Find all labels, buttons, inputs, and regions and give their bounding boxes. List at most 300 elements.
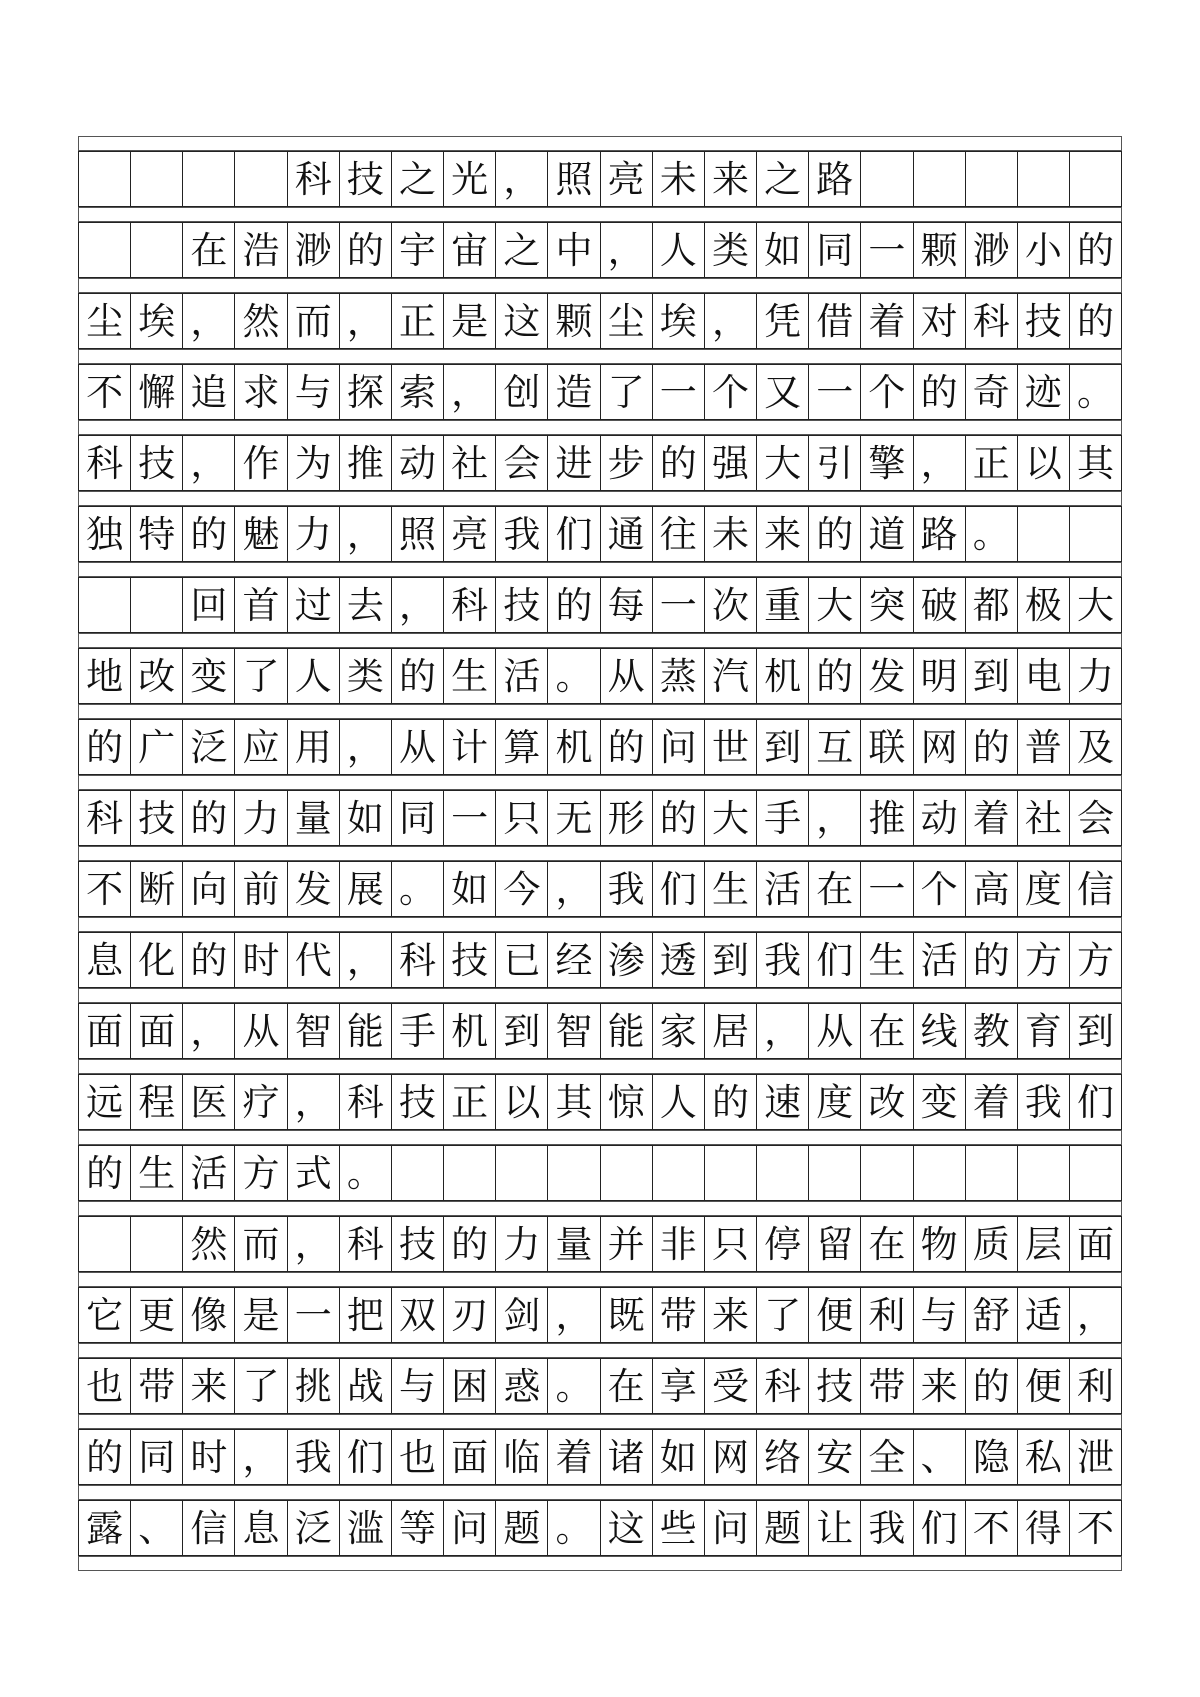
text-row — [78, 1074, 1122, 1130]
grid-cell: 带 — [653, 1287, 705, 1343]
grid-cell: 的 — [966, 719, 1018, 775]
grid-cell: 凭 — [757, 293, 809, 349]
grid-cell: 技 — [392, 1074, 444, 1130]
grid-cell: 了 — [601, 364, 653, 420]
grid-cell — [601, 1145, 653, 1201]
grid-cell: 如 — [653, 1429, 705, 1485]
grid-cell: 类 — [705, 222, 757, 278]
text-row — [78, 1287, 1122, 1343]
grid-cell: ， — [444, 364, 496, 420]
grid-cell: 应 — [235, 719, 287, 775]
grid-cell: 些 — [653, 1500, 705, 1556]
row-gap — [78, 207, 1122, 222]
grid-cell — [757, 1145, 809, 1201]
row-gap — [78, 420, 1122, 435]
text-row — [78, 1500, 1122, 1556]
row-gap — [78, 917, 1122, 932]
grid-cell: 每 — [601, 577, 653, 633]
grid-cell: 来 — [183, 1358, 235, 1414]
grid-cell: 更 — [131, 1287, 183, 1343]
grid-cell: 双 — [392, 1287, 444, 1343]
grid-cell: 人 — [653, 1074, 705, 1130]
grid-cell: 来 — [705, 1287, 757, 1343]
grid-cell: 便 — [1018, 1358, 1070, 1414]
grid-cell: 创 — [496, 364, 548, 420]
grid-cell: 通 — [601, 506, 653, 562]
grid-cell: 社 — [444, 435, 496, 491]
grid-cell: 技 — [496, 577, 548, 633]
grid-cell: 网 — [914, 719, 966, 775]
grid-cell — [444, 1145, 496, 1201]
grid-cell: 探 — [340, 364, 392, 420]
grid-cell: 它 — [79, 1287, 131, 1343]
grid-cell — [392, 1145, 444, 1201]
grid-cell: 的 — [653, 790, 705, 846]
row-gap — [78, 1272, 1122, 1287]
grid-cell: 向 — [183, 861, 235, 917]
grid-cell: 活 — [757, 861, 809, 917]
grid-cell: 同 — [392, 790, 444, 846]
grid-cell: 私 — [1018, 1429, 1070, 1485]
grid-cell: 未 — [705, 506, 757, 562]
grid-cell: 广 — [131, 719, 183, 775]
grid-cell: 地 — [79, 648, 131, 704]
grid-cell: 断 — [131, 861, 183, 917]
grid-cell: 力 — [1070, 648, 1122, 704]
grid-cell: 着 — [861, 293, 913, 349]
grid-cell: 迹 — [1018, 364, 1070, 420]
grid-cell: 路 — [914, 506, 966, 562]
grid-cell: 网 — [705, 1429, 757, 1485]
grid-cell: 。 — [548, 1500, 600, 1556]
grid-cell: 们 — [914, 1500, 966, 1556]
grid-cell: 尘 — [601, 293, 653, 349]
grid-cell: 改 — [861, 1074, 913, 1130]
row-gap — [78, 278, 1122, 293]
text-row — [78, 1216, 1122, 1272]
grid-cell: 往 — [653, 506, 705, 562]
grid-cell: 懈 — [131, 364, 183, 420]
grid-cell: 以 — [1018, 435, 1070, 491]
grid-cell: 带 — [861, 1358, 913, 1414]
grid-cell: 等 — [392, 1500, 444, 1556]
grid-cell: 惑 — [496, 1358, 548, 1414]
grid-cell: 技 — [392, 1216, 444, 1272]
grid-cell: ， — [392, 577, 444, 633]
grid-cell: 面 — [444, 1429, 496, 1485]
grid-cell: 速 — [757, 1074, 809, 1130]
grid-cell: ， — [183, 435, 235, 491]
grid-cell: 是 — [235, 1287, 287, 1343]
row-gap — [78, 136, 1122, 151]
grid-cell: 的 — [914, 364, 966, 420]
grid-cell: 大 — [809, 577, 861, 633]
grid-cell: 借 — [809, 293, 861, 349]
grid-cell: 在 — [861, 1216, 913, 1272]
grid-cell: 重 — [757, 577, 809, 633]
row-gap — [78, 349, 1122, 364]
grid-cell: 式 — [288, 1145, 340, 1201]
grid-cell: 问 — [444, 1500, 496, 1556]
grid-cell: 强 — [705, 435, 757, 491]
grid-cell: 人 — [288, 648, 340, 704]
grid-cell: 变 — [914, 1074, 966, 1130]
grid-cell — [131, 1216, 183, 1272]
grid-cell: 计 — [444, 719, 496, 775]
grid-cell: 方 — [235, 1145, 287, 1201]
grid-cell: 一 — [861, 861, 913, 917]
grid-cell: 技 — [809, 1358, 861, 1414]
grid-cell: 力 — [288, 506, 340, 562]
grid-cell: 人 — [653, 222, 705, 278]
grid-cell: 着 — [966, 790, 1018, 846]
grid-cell: 不 — [1070, 1500, 1122, 1556]
row-gap — [78, 1059, 1122, 1074]
text-row — [78, 1358, 1122, 1414]
grid-cell: 。 — [340, 1145, 392, 1201]
grid-cell: 科 — [966, 293, 1018, 349]
grid-cell: 舒 — [966, 1287, 1018, 1343]
grid-cell: 的 — [705, 1074, 757, 1130]
grid-cell — [79, 151, 131, 207]
text-row — [78, 435, 1122, 491]
grid-cell: 得 — [1018, 1500, 1070, 1556]
grid-cell: ， — [548, 861, 600, 917]
grid-cell: 化 — [131, 932, 183, 988]
grid-cell: 亮 — [444, 506, 496, 562]
text-row — [78, 293, 1122, 349]
grid-cell: 安 — [809, 1429, 861, 1485]
grid-cell — [914, 1145, 966, 1201]
grid-cell: 带 — [131, 1358, 183, 1414]
grid-cell: 。 — [966, 506, 1018, 562]
grid-cell: 求 — [235, 364, 287, 420]
grid-cell: 的 — [966, 932, 1018, 988]
grid-cell: 利 — [861, 1287, 913, 1343]
grid-cell: 普 — [1018, 719, 1070, 775]
grid-cell: 奇 — [966, 364, 1018, 420]
grid-cell: 如 — [444, 861, 496, 917]
grid-cell: 又 — [757, 364, 809, 420]
grid-cell: 非 — [653, 1216, 705, 1272]
grid-cell: 的 — [183, 790, 235, 846]
grid-cell: 与 — [392, 1358, 444, 1414]
grid-cell: 享 — [653, 1358, 705, 1414]
grid-cell: 们 — [340, 1429, 392, 1485]
grid-cell: 面 — [1070, 1216, 1122, 1272]
grid-cell: 与 — [914, 1287, 966, 1343]
grid-cell: 剑 — [496, 1287, 548, 1343]
grid-cell: 来 — [757, 506, 809, 562]
grid-cell: ， — [1070, 1287, 1122, 1343]
grid-cell: 推 — [340, 435, 392, 491]
grid-cell: 泛 — [183, 719, 235, 775]
grid-cell: 科 — [392, 932, 444, 988]
grid-cell: 突 — [861, 577, 913, 633]
grid-cell: 的 — [183, 506, 235, 562]
grid-cell: 方 — [1070, 932, 1122, 988]
grid-cell: 我 — [496, 506, 548, 562]
grid-cell: ， — [496, 151, 548, 207]
grid-cell: 既 — [601, 1287, 653, 1343]
grid-cell: 到 — [1070, 1003, 1122, 1059]
grid-cell: 同 — [809, 222, 861, 278]
grid-cell — [914, 151, 966, 207]
grid-cell: 发 — [288, 861, 340, 917]
grid-cell: 正 — [966, 435, 1018, 491]
grid-cell: 在 — [601, 1358, 653, 1414]
grid-cell: 展 — [340, 861, 392, 917]
grid-cell: 能 — [601, 1003, 653, 1059]
grid-cell: 的 — [653, 435, 705, 491]
grid-cell: 我 — [1018, 1074, 1070, 1130]
grid-cell: 受 — [705, 1358, 757, 1414]
grid-cell: 代 — [288, 932, 340, 988]
grid-cell: 战 — [340, 1358, 392, 1414]
grid-cell: 尘 — [79, 293, 131, 349]
grid-cell: 而 — [288, 293, 340, 349]
grid-cell: 发 — [861, 648, 913, 704]
grid-cell: 生 — [131, 1145, 183, 1201]
grid-cell: 类 — [340, 648, 392, 704]
grid-cell: 的 — [79, 719, 131, 775]
grid-cell: 机 — [757, 648, 809, 704]
grid-cell: 的 — [79, 1429, 131, 1485]
grid-cell: 技 — [1018, 293, 1070, 349]
grid-cell: 算 — [496, 719, 548, 775]
grid-cell — [966, 1145, 1018, 1201]
grid-cell: 临 — [496, 1429, 548, 1485]
grid-cell: 泛 — [288, 1500, 340, 1556]
grid-cell: ， — [809, 790, 861, 846]
grid-cell: 渺 — [966, 222, 1018, 278]
grid-cell: 远 — [79, 1074, 131, 1130]
grid-cell: 大 — [1070, 577, 1122, 633]
grid-cell: 疗 — [235, 1074, 287, 1130]
grid-cell: 我 — [288, 1429, 340, 1485]
grid-cell: 不 — [966, 1500, 1018, 1556]
writing-grid-sheet — [78, 136, 1122, 1571]
grid-cell: 不 — [79, 364, 131, 420]
grid-cell: ， — [288, 1216, 340, 1272]
grid-cell — [79, 222, 131, 278]
grid-cell: 渗 — [601, 932, 653, 988]
grid-cell: 的 — [809, 648, 861, 704]
grid-cell: 回 — [183, 577, 235, 633]
grid-cell: 的 — [966, 1358, 1018, 1414]
grid-cell: 索 — [392, 364, 444, 420]
grid-cell: 来 — [705, 151, 757, 207]
grid-cell: 宙 — [444, 222, 496, 278]
grid-cell: 科 — [79, 435, 131, 491]
grid-cell: 面 — [131, 1003, 183, 1059]
grid-cell: 的 — [183, 932, 235, 988]
grid-cell: 无 — [548, 790, 600, 846]
row-gap — [78, 1201, 1122, 1216]
grid-cell: 追 — [183, 364, 235, 420]
grid-cell: 问 — [705, 1500, 757, 1556]
grid-cell — [183, 151, 235, 207]
grid-cell: 络 — [757, 1429, 809, 1485]
grid-cell: 智 — [288, 1003, 340, 1059]
text-row — [78, 364, 1122, 420]
grid-cell: 。 — [392, 861, 444, 917]
grid-cell: 了 — [235, 1358, 287, 1414]
grid-cell: 浩 — [235, 222, 287, 278]
grid-cell: 困 — [444, 1358, 496, 1414]
grid-cell: 程 — [131, 1074, 183, 1130]
grid-cell: 如 — [757, 222, 809, 278]
grid-cell: 们 — [1070, 1074, 1122, 1130]
grid-cell: 是 — [444, 293, 496, 349]
grid-cell — [496, 1145, 548, 1201]
grid-cell: 一 — [288, 1287, 340, 1343]
grid-cell — [131, 222, 183, 278]
grid-cell: 引 — [809, 435, 861, 491]
grid-cell: 从 — [601, 648, 653, 704]
grid-cell: ， — [705, 293, 757, 349]
grid-cell: 大 — [757, 435, 809, 491]
grid-cell: 了 — [757, 1287, 809, 1343]
grid-cell: 质 — [966, 1216, 1018, 1272]
grid-cell: 的 — [340, 222, 392, 278]
grid-cell: 步 — [601, 435, 653, 491]
grid-cell: 其 — [548, 1074, 600, 1130]
grid-cell: 着 — [548, 1429, 600, 1485]
grid-cell: 到 — [757, 719, 809, 775]
grid-cell: 蒸 — [653, 648, 705, 704]
grid-cell: 颗 — [914, 222, 966, 278]
grid-cell: 了 — [235, 648, 287, 704]
grid-cell: 首 — [235, 577, 287, 633]
grid-cell: 的 — [79, 1145, 131, 1201]
grid-cell: 埃 — [653, 293, 705, 349]
grid-cell: 造 — [548, 364, 600, 420]
grid-cell: ， — [914, 435, 966, 491]
grid-cell: 医 — [183, 1074, 235, 1130]
grid-cell: 活 — [496, 648, 548, 704]
grid-cell: 家 — [653, 1003, 705, 1059]
grid-cell: 机 — [548, 719, 600, 775]
grid-cell: 智 — [548, 1003, 600, 1059]
grid-cell: 技 — [444, 932, 496, 988]
grid-cell: 科 — [757, 1358, 809, 1414]
grid-cell: 擎 — [861, 435, 913, 491]
grid-cell: 时 — [235, 932, 287, 988]
grid-cell: 今 — [496, 861, 548, 917]
text-row — [78, 1003, 1122, 1059]
grid-cell: 科 — [340, 1074, 392, 1130]
text-row — [78, 648, 1122, 704]
grid-cell: 这 — [496, 293, 548, 349]
grid-cell — [861, 1145, 913, 1201]
grid-cell: 育 — [1018, 1003, 1070, 1059]
grid-cell: 高 — [966, 861, 1018, 917]
grid-cell — [1070, 506, 1122, 562]
grid-cell: 从 — [392, 719, 444, 775]
grid-cell: 方 — [1018, 932, 1070, 988]
grid-cell: ， — [183, 1003, 235, 1059]
grid-cell: 留 — [809, 1216, 861, 1272]
grid-cell: 力 — [496, 1216, 548, 1272]
grid-cell: 世 — [705, 719, 757, 775]
grid-cell: 都 — [966, 577, 1018, 633]
grid-cell: 的 — [1070, 293, 1122, 349]
grid-cell: 也 — [392, 1429, 444, 1485]
grid-cell: 这 — [601, 1500, 653, 1556]
row-gap — [78, 704, 1122, 719]
grid-cell: 量 — [288, 790, 340, 846]
grid-cell: 电 — [1018, 648, 1070, 704]
grid-cell: ， — [601, 222, 653, 278]
grid-cell: ， — [757, 1003, 809, 1059]
grid-cell: 照 — [548, 151, 600, 207]
row-gap — [78, 1343, 1122, 1358]
grid-cell: 我 — [757, 932, 809, 988]
text-row — [78, 790, 1122, 846]
grid-cell — [131, 151, 183, 207]
grid-cell: ， — [235, 1429, 287, 1485]
grid-cell — [653, 1145, 705, 1201]
grid-cell: 的 — [392, 648, 444, 704]
grid-cell: 信 — [1070, 861, 1122, 917]
grid-cell: 改 — [131, 648, 183, 704]
text-row — [78, 861, 1122, 917]
row-gap — [78, 491, 1122, 506]
grid-cell: 挑 — [288, 1358, 340, 1414]
grid-cell: 透 — [653, 932, 705, 988]
grid-cell: 一 — [444, 790, 496, 846]
grid-cell: 信 — [183, 1500, 235, 1556]
text-row — [78, 932, 1122, 988]
grid-cell: 会 — [1070, 790, 1122, 846]
grid-cell: 用 — [288, 719, 340, 775]
grid-cell: 活 — [183, 1145, 235, 1201]
grid-cell: 手 — [392, 1003, 444, 1059]
grid-cell: 个 — [705, 364, 757, 420]
grid-cell: 宇 — [392, 222, 444, 278]
grid-cell: 正 — [444, 1074, 496, 1130]
grid-cell — [79, 577, 131, 633]
grid-cell: 进 — [548, 435, 600, 491]
grid-cell — [131, 577, 183, 633]
grid-cell: 来 — [914, 1358, 966, 1414]
grid-cell: 从 — [809, 1003, 861, 1059]
grid-cell: 在 — [861, 1003, 913, 1059]
grid-cell: 息 — [235, 1500, 287, 1556]
grid-cell: 汽 — [705, 648, 757, 704]
grid-cell — [1018, 151, 1070, 207]
grid-cell: 科 — [79, 790, 131, 846]
grid-cell: 度 — [809, 1074, 861, 1130]
grid-cell: 生 — [705, 861, 757, 917]
grid-cell: 居 — [705, 1003, 757, 1059]
grid-cell: 在 — [809, 861, 861, 917]
grid-cell: 、 — [131, 1500, 183, 1556]
grid-cell: 未 — [653, 151, 705, 207]
grid-cell: ， — [340, 293, 392, 349]
grid-cell: 而 — [235, 1216, 287, 1272]
grid-cell: 们 — [548, 506, 600, 562]
grid-cell: 的 — [809, 506, 861, 562]
grid-cell: ， — [548, 1287, 600, 1343]
grid-cell: 停 — [757, 1216, 809, 1272]
grid-cell: 面 — [79, 1003, 131, 1059]
grid-cell: 的 — [1070, 222, 1122, 278]
grid-cell: 动 — [392, 435, 444, 491]
grid-cell: 滥 — [340, 1500, 392, 1556]
row-gap — [78, 1414, 1122, 1429]
